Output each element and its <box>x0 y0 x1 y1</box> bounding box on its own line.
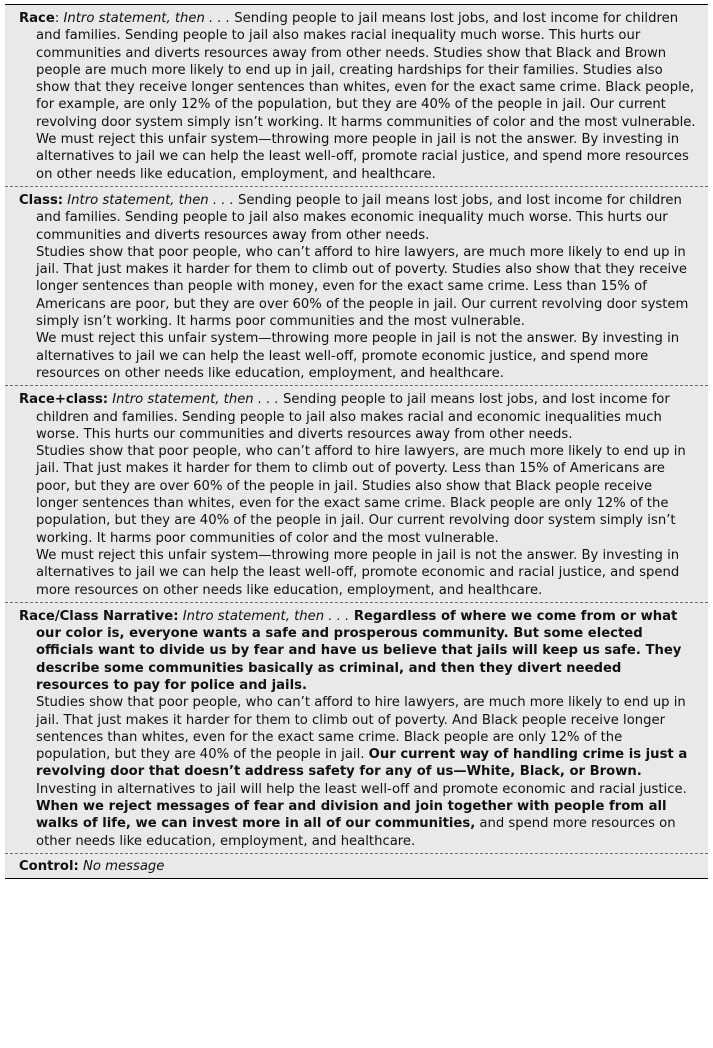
race-intro: Intro statement, then . . . <box>63 11 231 26</box>
class-text-1: Sending people to jail means lost jobs, and lost income for children and families. Sending people to jail also makes economic inequality much worse. This hurts our communities and diverts resources away from other needs. <box>36 192 682 243</box>
narrative-paragraph-3 <box>19 781 698 850</box>
class-label: Class: <box>19 192 64 208</box>
narrative-bold-text-3: When we reject messages of fear and division and join together with people from all walks of life, we can invest more in all of our communities, <box>36 799 667 832</box>
control-value: No message <box>83 858 165 874</box>
narrative-paragraph-1 <box>19 608 698 694</box>
narrative-text-3: Investing in alternatives to jail will help the least well-off and promote economic and racial justice. <box>36 781 687 797</box>
control-paragraph <box>19 858 698 875</box>
class-row <box>5 186 708 385</box>
race-paragraph-2: We must reject this unfair system—throwing more people in jail is not the answer. By investing in alternatives to jail we can help the least well-off, promote racial justice, and spend more resources on other needs like education, employment, and healthcare. <box>36 132 689 182</box>
race-row <box>5 5 708 186</box>
control-row <box>5 853 708 878</box>
control-label: Control: <box>19 858 79 874</box>
race-class-intro: Intro statement, then . . . <box>112 392 279 408</box>
class-paragraph-3: We must reject this unfair system—throwing more people in jail is not the answer. By investing in alternatives to jail we can help the least well-off, promote economic justice, and spend more resources on other needs like education, employment, and healthcare. <box>36 331 680 381</box>
narrative-paragraph-2 <box>19 694 698 780</box>
race-class-paragraph-1 <box>19 391 698 443</box>
race-class-paragraph-3: We must reject this unfair system—throwing more people in jail is not the answer. By investing in alternatives to jail we can help the least well-off, promote economic and racial justice, and spend more resources on other needs like education, employment, and healthcare. <box>36 547 680 598</box>
race-class-row <box>5 385 708 602</box>
narrative-bold-text-2: Our current way of handling crime is just a revolving door that doesn’t address safety for any of us—White, Black, or Brown. <box>36 747 688 780</box>
race-colon: : <box>54 11 60 26</box>
narrative-intro: Intro statement, then . . . <box>182 608 350 624</box>
narrative-bold-text-1: Regardless of where we come from or what our color is, everyone wants a safe and prosperous community. But some elected officials want to divide us by fear and have us believe that jails will keep us safe. They describe some communities basically as criminal, and then they divert needed resources to pay for police and jails. <box>36 608 682 693</box>
race-class-text-1: Sending people to jail means lost jobs, and lost income for children and families. Sending people to jail also makes racial and economic inequalities much worse. This hurts our communities and diverts resources away from other needs. <box>36 392 670 442</box>
class-paragraph-1 <box>19 192 698 244</box>
narrative-label: Race/Class Narrative: <box>19 608 179 624</box>
narrative-text-3-end: and spend more resources on other needs like education, employment, and healthcare. <box>36 816 676 849</box>
class-paragraph-2: Studies show that poor people, who can’t afford to hire lawyers, are much more likely to end up in jail. That just makes it harder for them to climb out of poverty. Studies also show that they receive longer sentences than people with money, even for the exact same crime. Less than 15% of Americans are poor, but they are over 60% of the people in jail. Our current revolving door system simply isn’t working. It harms poor communities and the most vulnerable. <box>36 244 689 330</box>
race-paragraph-1 <box>19 10 698 131</box>
race-class-paragraph-2: Studies show that poor people, who can’t afford to hire lawyers, are much more likely to end up in jail. That just makes it harder for them to climb out of poverty. Less than 15% of Americans are poor, but they are over 60% of the people in jail. Studies also show that Black people receive longer sentences than whites, even for the exact same crime. Black people are only 12% of the population, but they are 40% of the people in jail. Our current revolving door system simply isn’t working. It harms poor communities of color and the most vulnerable. <box>36 444 686 546</box>
narrative-row <box>5 602 708 853</box>
race-text-1: Sending people to jail means lost jobs, and lost income for children and families. Sending people to jail also makes racial inequality much worse. This hurts our communities and diverts resources away from other needs. Studies show that Black and Brown people are much more likely to end up in jail, creating hardships for their families. Studies also show that they receive longer sentences than whites, even for the exact same crime. Black people, for example, are only 12% of the population, but they are 40% of the people in jail. Our current revolving door system simply isn’t working. It harms communities of color and the most vulnerable. <box>36 11 696 130</box>
race-class-label: Race+class: <box>19 392 109 408</box>
message-conditions-table <box>5 4 708 879</box>
class-intro: Intro statement, then . . . <box>67 192 234 208</box>
race-label: Race <box>19 11 55 26</box>
narrative-text-2: Studies show that poor people, who can’t afford to hire lawyers, are much more likely to end up in jail. That just makes it harder for them to climb out of poverty. And Black people receive longer sentences than whites, even for the exact same crime. Black people are only 12% of the population, but they are 40% of the people in jail. <box>36 695 686 763</box>
